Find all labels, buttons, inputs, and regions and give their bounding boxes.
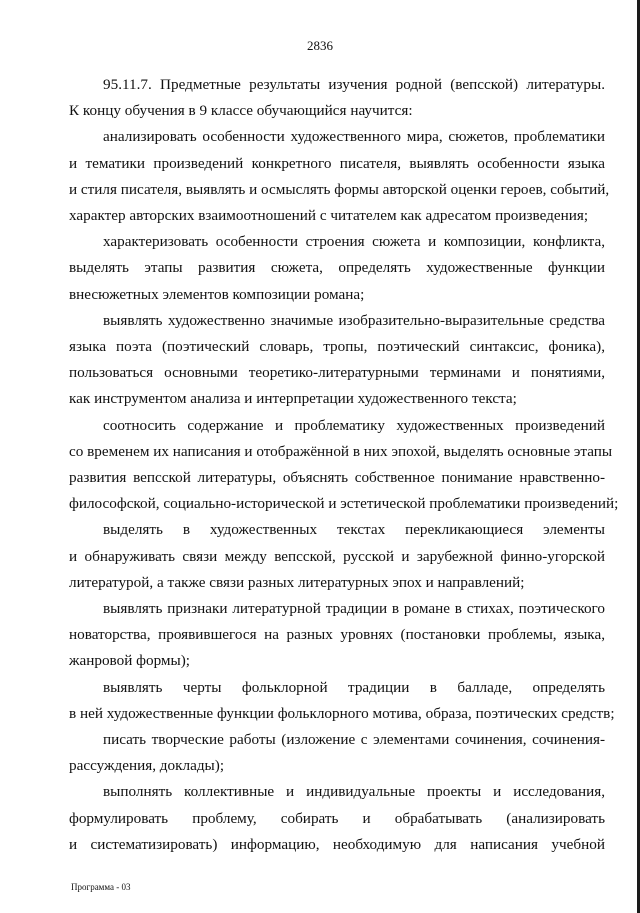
text-line: развития вепсской литературы, объяснять собственное понимание нравственно- [69,469,605,487]
text-line: и стиля писателя, выявлять и осмыслять формы авторской оценки героев, событий, [69,180,610,198]
text-line: выявлять черты фольклорной традиции в балладе, определять [103,678,605,696]
text-line: выявлять признаки литературной традиции в романе в стихах, поэтического [103,600,605,618]
text-line: языка поэта (поэтический словарь, тропы, поэтический синтаксис, фоника), [69,338,605,356]
text-line: философской, социально-исторической и эстетической проблематики произведений; [69,495,619,513]
text-line: и систематизировать) информацию, необходимую для написания учебной [69,835,605,853]
text-line: литературой, а также связи разных литературных эпох и направлений; [69,573,525,591]
text-line: выделять этапы развития сюжета, определять художественные функции [69,259,605,277]
paragraph [69,517,605,596]
text-line: внесюжетных элементов композиции романа; [69,285,365,303]
text-line: соотносить содержание и проблематику художественных произведений [103,416,605,434]
text-line: новаторства, проявившегося на разных уровнях (постановки проблемы, языка, [69,626,605,644]
text-line: и обнаруживать связи между вепсской, русской и зарубежной финно-угорской [69,547,605,565]
paragraph [69,124,610,229]
footer-label: Программа - 03 [71,882,131,892]
text-line: выделять в художественных текстах перекликающиеся элементы [103,521,605,539]
paragraph [69,779,605,858]
paragraph-heading [69,72,605,124]
text-line: выполнять коллективные и индивидуальные проекты и исследования, [103,783,605,801]
text-line: со временем их написания и отображённой в них эпохой, выделять основные этапы [69,442,613,460]
text-line: формулировать проблему, собирать и обрабатывать (анализировать [69,809,605,827]
text-line: 95.11.7. Предметные результаты изучения родной (вепсской) литературы. [103,76,605,93]
paragraph [69,596,605,675]
text-line: писать творческие работы (изложение с элементами сочинения, сочинения- [103,731,605,749]
paragraph [69,308,605,413]
paragraph [69,413,619,518]
text-line: анализировать особенности художественного мира, сюжетов, проблематики [103,128,605,146]
text-line: рассуждения, доклады); [69,757,225,775]
text-line: пользоваться основными теоретико-литературными терминами и понятиями, [69,364,605,382]
text-line: К концу обучения в 9 классе обучающийся научится: [69,102,413,120]
page-number: 2836 [307,38,333,53]
text-line: в ней художественные функции фольклорного мотива, образа, поэтических средств; [69,704,615,722]
text-line: выявлять художественно значимые изобразительно-выразительные средства [103,311,605,329]
text-line: характер авторских взаимоотношений с читателем как адресатом произведения; [69,207,589,225]
text-line: характеризовать особенности строения сюжета и композиции, конфликта, [103,233,605,251]
body-text [69,72,619,858]
paragraph [69,229,605,308]
text-line: жанровой формы); [69,652,191,670]
paragraph [69,727,605,779]
text-line: и тематики произведений конкретного писателя, выявлять особенности языка [69,154,605,172]
text-line: как инструментом анализа и интерпретации художественного текста; [69,390,517,408]
paragraph [69,675,615,727]
